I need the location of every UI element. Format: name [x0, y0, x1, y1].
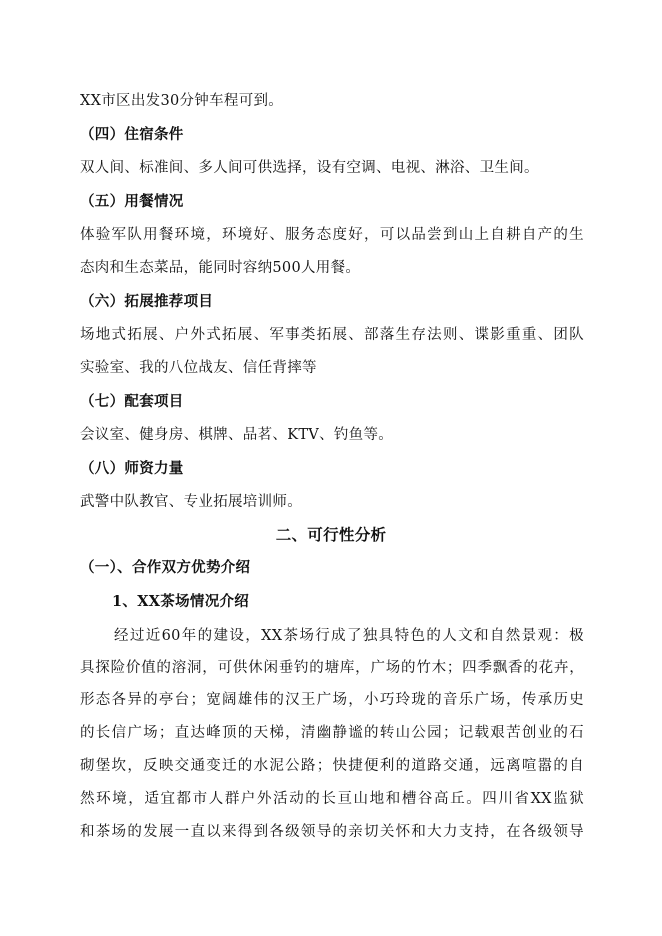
body-line-4: 的长信广场；直达峰顶的天梯，清幽静谧的转山公园；记载艰苦创业的石 [80, 725, 584, 741]
chapter-title: 二、可行性分析 [275, 525, 387, 544]
heading-facilities: （七）配套项目 [80, 393, 184, 410]
body-line-7: 和茶场的发展一直以来得到各级领导的亲切关怀和大力支持，在各级领导 [80, 824, 584, 840]
intro-line: XX市区出发30分钟车程可到。 [80, 93, 284, 109]
body-line-6: 然环境，适宜都市人群户外活动的长亘山地和槽谷高丘。四川省XX监狱 [80, 791, 584, 807]
body-line-3: 形态各异的亭台；宽阔雄伟的汉王广场，小巧玲珑的音乐广场，传承历史 [80, 692, 584, 708]
heading-dining: （五）用餐情况 [80, 193, 184, 210]
paragraph-activities-line-1: 场地式拓展、户外式拓展、军事类拓展、部落生存法则、谍影重重、团队 [80, 327, 584, 343]
body-line-1: 经过近60年的建设，XX茶场行成了独具特色的人文和自然景观：极 [114, 628, 584, 644]
paragraph-instructors-line-1: 武警中队教官、专业拓展培训师。 [80, 494, 302, 510]
sub-heading-advantages: （一）、合作双方优势介绍 [80, 559, 251, 576]
body-line-2: 具探险价值的溶洞，可供休闲垂钓的塘库，广场的竹木；四季飘香的花卉， [80, 660, 584, 676]
heading-activities: （六）拓展推荐项目 [80, 293, 214, 310]
paragraph-activities-line-2: 实验室、我的八位战友、信任背摔等 [80, 360, 317, 376]
sub-sub-heading-tea-farm: 1、XX茶场情况介绍 [112, 593, 250, 610]
heading-accommodation: （四）住宿条件 [80, 126, 184, 143]
heading-instructors: （八）师资力量 [80, 460, 184, 477]
body-line-5: 砌堡坎，反映交通变迁的水泥公路；快捷便利的道路交通，远离喧嚣的自 [80, 758, 584, 774]
paragraph-facilities-line-1: 会议室、健身房、棋牌、品茗、KTV、钓鱼等。 [80, 427, 394, 443]
paragraph-dining-line-2: 态肉和生态菜品，能同时容纳500人用餐。 [80, 260, 361, 276]
paragraph-dining-line-1: 体验军队用餐环境，环境好、服务态度好，可以品尝到山上自耕自产的生 [80, 227, 584, 243]
paragraph-accommodation-line-1: 双人间、标准间、多人间可供选择，设有空调、电视、淋浴、卫生间。 [80, 160, 539, 176]
